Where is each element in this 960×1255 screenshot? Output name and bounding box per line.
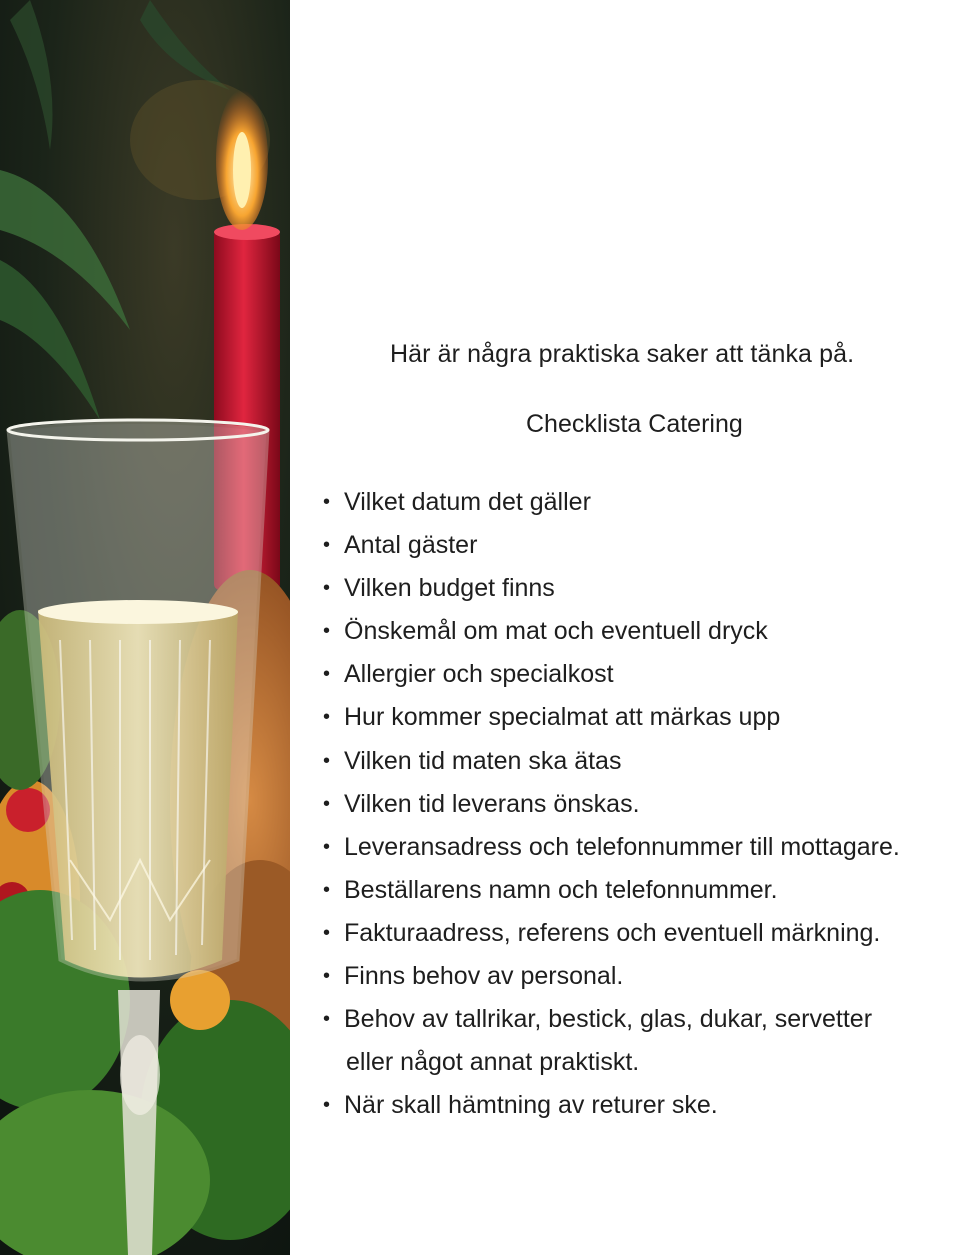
list-item-text: Önskemål om mat och eventuell dryck — [344, 617, 768, 646]
list-item — [322, 783, 900, 826]
list-item-text: Vilket datum det gäller — [344, 488, 591, 516]
list-item-text: Vilken budget finns — [344, 574, 555, 603]
list-item-text: Vilken tid leverans önskas. — [344, 789, 640, 818]
list-item — [322, 912, 900, 955]
list-item-text: Behov av tallrikar, bestick, glas, dukar, servetter — [344, 1005, 873, 1034]
checklist — [322, 481, 900, 1127]
list-item — [322, 481, 900, 524]
list-item-text: Beställarens namn och telefonnummer. — [344, 875, 778, 904]
list-item-text: När skall hämtning av returer ske. — [344, 1091, 718, 1120]
bullet-icon: • — [323, 965, 331, 988]
list-item — [322, 869, 900, 912]
bullet-icon: • — [323, 1094, 331, 1117]
checklist-title: Checklista Catering — [526, 410, 743, 438]
list-item — [322, 1084, 900, 1127]
list-item — [322, 524, 900, 567]
intro-text: Här är några praktiska saker att tänka på. — [390, 340, 855, 368]
bullet-icon: • — [323, 577, 331, 600]
list-item-text: Fakturaadress, referens och eventuell märkning. — [344, 918, 881, 947]
list-item — [322, 740, 900, 783]
bullet-icon: • — [323, 620, 331, 643]
bullet-icon: • — [323, 792, 331, 815]
list-item-text: Finns behov av personal. — [344, 962, 624, 991]
bullet-icon: • — [323, 878, 331, 901]
list-item-text: Hur kommer specialmat att märkas upp — [344, 703, 781, 732]
bullet-icon: • — [323, 749, 331, 772]
bullet-icon: • — [323, 663, 331, 686]
list-item — [322, 998, 900, 1084]
list-item — [322, 653, 900, 696]
bullet-icon: • — [323, 1008, 331, 1031]
bullet-icon: • — [323, 921, 331, 944]
bullet-icon: • — [323, 835, 331, 858]
list-item — [322, 826, 900, 869]
champagne-photo — [0, 0, 290, 1255]
list-item-text: Vilken tid maten ska ätas — [344, 746, 622, 775]
list-item — [322, 696, 900, 739]
list-item-continuation: eller något annat praktiskt. — [346, 1048, 640, 1077]
list-item-text: Antal gäster — [344, 531, 478, 560]
list-item — [322, 567, 900, 610]
bullet-icon: • — [323, 534, 331, 557]
bullet-icon: • — [323, 706, 331, 729]
list-item-text: Allergier och specialkost — [344, 660, 614, 689]
list-item — [322, 955, 900, 998]
list-item — [322, 610, 900, 653]
bullet-icon: • — [323, 491, 331, 513]
list-item-text: Leveransadress och telefonnummer till mottagare. — [344, 832, 900, 861]
